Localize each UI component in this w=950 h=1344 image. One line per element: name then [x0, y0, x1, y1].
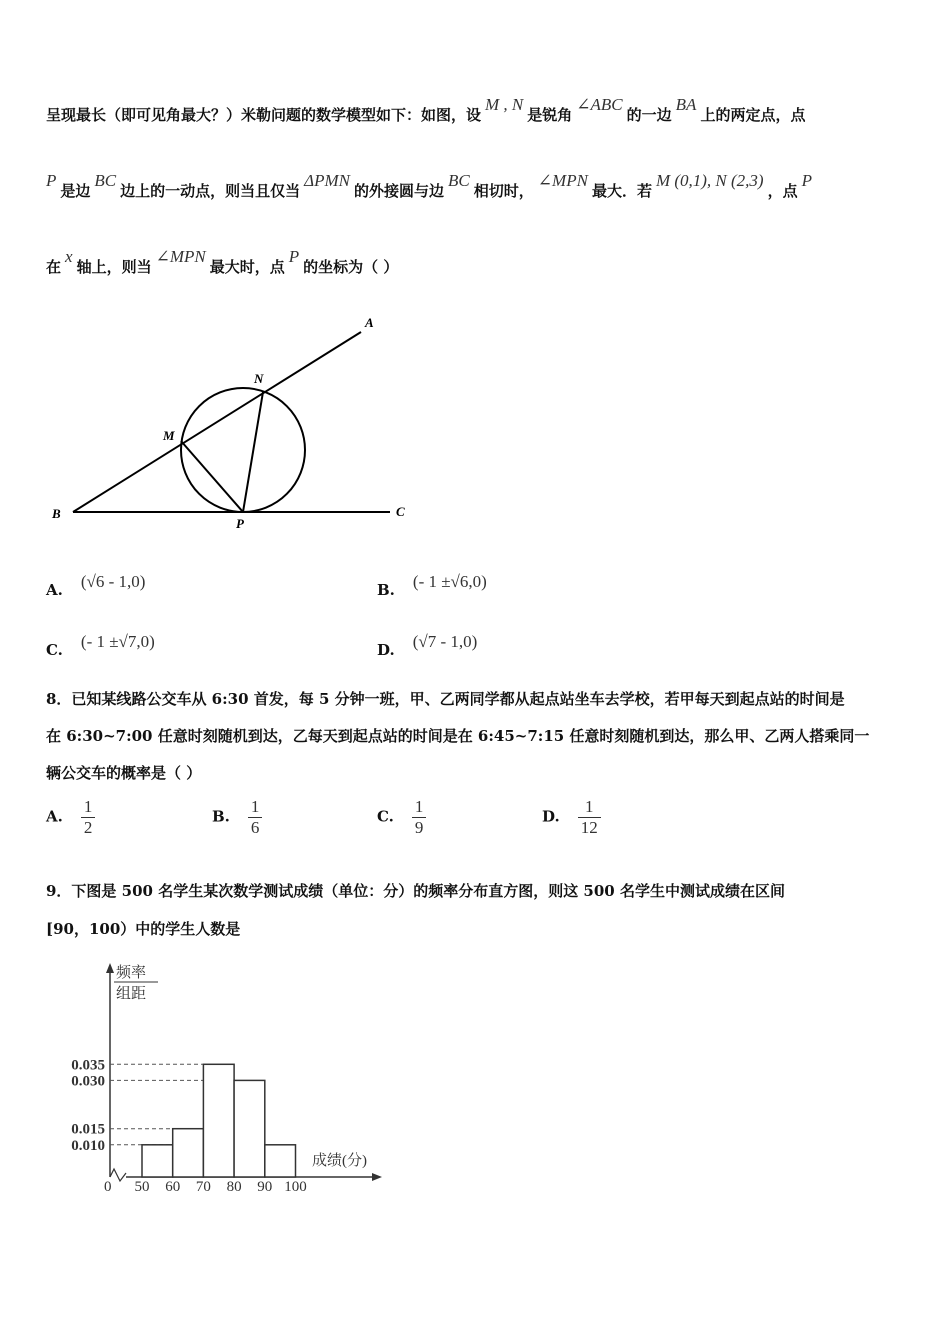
fraction: $\frac{1}{6}$: [248, 797, 263, 838]
intro-line-3: [46, 247, 399, 277]
q8-option-c[interactable]: [377, 797, 426, 838]
intro-text: 是锐角: [527, 106, 573, 124]
option-value: (- 1 ±√7,0): [80, 632, 155, 651]
intro-text: 上的两定点，点: [700, 106, 806, 124]
histogram-bar: [142, 1145, 173, 1177]
option-letter: D.: [377, 641, 395, 659]
segment-np: [243, 392, 263, 512]
y-axis-arrow: [106, 963, 114, 973]
intro-line-2: [46, 171, 816, 201]
fraction: $\frac{1}{9}$: [412, 797, 427, 838]
math-expr: x: [65, 247, 73, 266]
label-b: B: [52, 506, 61, 521]
segment-mp: [181, 441, 243, 512]
label-n: N: [254, 371, 264, 386]
histogram-bar: [234, 1080, 265, 1177]
intro-text: 轴上，则当: [76, 258, 152, 276]
option-letter: B.: [377, 581, 395, 599]
x-axis-arrow: [372, 1173, 382, 1181]
math-expr: BC: [448, 171, 470, 190]
x-tick-label: 70: [195, 1179, 211, 1195]
intro-text: 的一边: [626, 106, 672, 124]
option-letter: A.: [46, 581, 63, 599]
math-expr: M (0,1), N (2,3): [655, 171, 764, 190]
histogram-bar: [173, 1129, 204, 1177]
intro-text: 的坐标为（ ）: [303, 258, 399, 276]
label-c: C: [396, 504, 405, 519]
label-p: P: [236, 516, 244, 531]
option-letter: D.: [542, 807, 560, 826]
q7-option-a[interactable]: [46, 572, 146, 600]
y-label-top: 频率: [116, 965, 147, 981]
q7-option-c[interactable]: [46, 632, 155, 660]
intro-text: 是边: [60, 182, 91, 200]
x-tick-label: 60: [165, 1179, 181, 1195]
intro-text: 在: [46, 258, 62, 276]
math-expr: ∠MPN: [537, 171, 588, 190]
option-letter: C.: [46, 641, 63, 659]
y-tick-label: 0.035: [71, 1057, 105, 1074]
ray-ba: [73, 332, 361, 512]
option-value: (√6 - 1,0): [80, 572, 146, 591]
q8-line-3: 辆公交车的概率是（ ）: [46, 764, 202, 782]
q8-line-1: 8．已知某线路公交车从 6:30 首发，每 5 分钟一班，甲、乙两同学都从起点站坐车去学校，若甲每天到起点站的时间是: [46, 690, 845, 708]
intro-text: 边上的一动点，则当且仅当: [120, 182, 301, 200]
x-tick-label: 80: [226, 1179, 242, 1195]
x-tick-label: 50: [134, 1179, 150, 1195]
miller-figure: [40, 305, 430, 540]
x-axis-label: 成绩(分): [312, 1153, 367, 1169]
q8-option-a[interactable]: [46, 797, 95, 838]
math-expr: ∠ABC: [576, 95, 623, 114]
intro-line-1: [46, 95, 806, 125]
y-label-bottom: 组距: [116, 986, 147, 1002]
histogram-bar: [203, 1064, 234, 1177]
origin-label: 0: [104, 1179, 112, 1195]
math-expr: P: [801, 171, 813, 190]
math-expr: P: [46, 171, 57, 190]
intro-text: 最大．若: [591, 182, 652, 200]
label-a: A: [365, 315, 374, 330]
option-value: (√7 - 1,0): [412, 632, 478, 651]
axis-break-icon: [110, 1169, 126, 1181]
q9-line-1: 9．下图是 500 名学生某次数学测试成绩（单位：分）的频率分布直方图，则这 500 名学生中测试成绩在区间: [46, 882, 785, 900]
option-letter: C.: [377, 807, 394, 826]
math-expr: M , N: [485, 95, 524, 114]
math-expr: P: [288, 247, 300, 266]
intro-text: 相切时，: [473, 182, 534, 200]
option-value: (- 1 ±√6,0): [412, 572, 487, 591]
intro-text: ，点: [767, 182, 798, 200]
x-tick-label: 90: [257, 1179, 273, 1195]
intro-text: 的外接圆与边: [354, 182, 445, 200]
q7-option-b[interactable]: [377, 572, 487, 600]
math-expr: BC: [94, 171, 117, 190]
y-tick-label: 0.030: [71, 1073, 105, 1090]
option-letter: B.: [212, 807, 230, 826]
label-m: M: [163, 428, 175, 443]
q8-line-2: 在 6:30~7:00 任意时刻随机到达，乙每天到起点站的时间是在 6:45~7:15 任意时刻随机到达，那么甲、乙两人搭乘同一: [46, 727, 870, 745]
x-tick-label: 100: [284, 1179, 307, 1195]
intro-text: 最大时，点: [209, 258, 285, 276]
math-expr: BA: [675, 95, 697, 114]
math-expr: ΔPMN: [304, 171, 351, 190]
q8-option-d[interactable]: [542, 797, 601, 838]
y-tick-label: 0.015: [71, 1121, 105, 1138]
option-letter: A.: [46, 807, 63, 826]
math-expr: ∠MPN: [155, 247, 206, 266]
q8-option-b[interactable]: [212, 797, 262, 838]
histogram-bar: [265, 1145, 296, 1177]
intro-text: 呈现最长（即可见角最大？）米勒问题的数学模型如下：如图，设: [46, 106, 482, 124]
fraction: $\frac{1}{2}$: [81, 797, 96, 838]
q9-line-2: [90，100）中的学生人数是: [46, 920, 241, 938]
y-tick-label: 0.010: [71, 1137, 105, 1154]
q7-option-d[interactable]: [377, 632, 478, 660]
fraction: $\frac{1}{12}$: [578, 797, 601, 838]
frequency-histogram: [40, 955, 400, 1210]
